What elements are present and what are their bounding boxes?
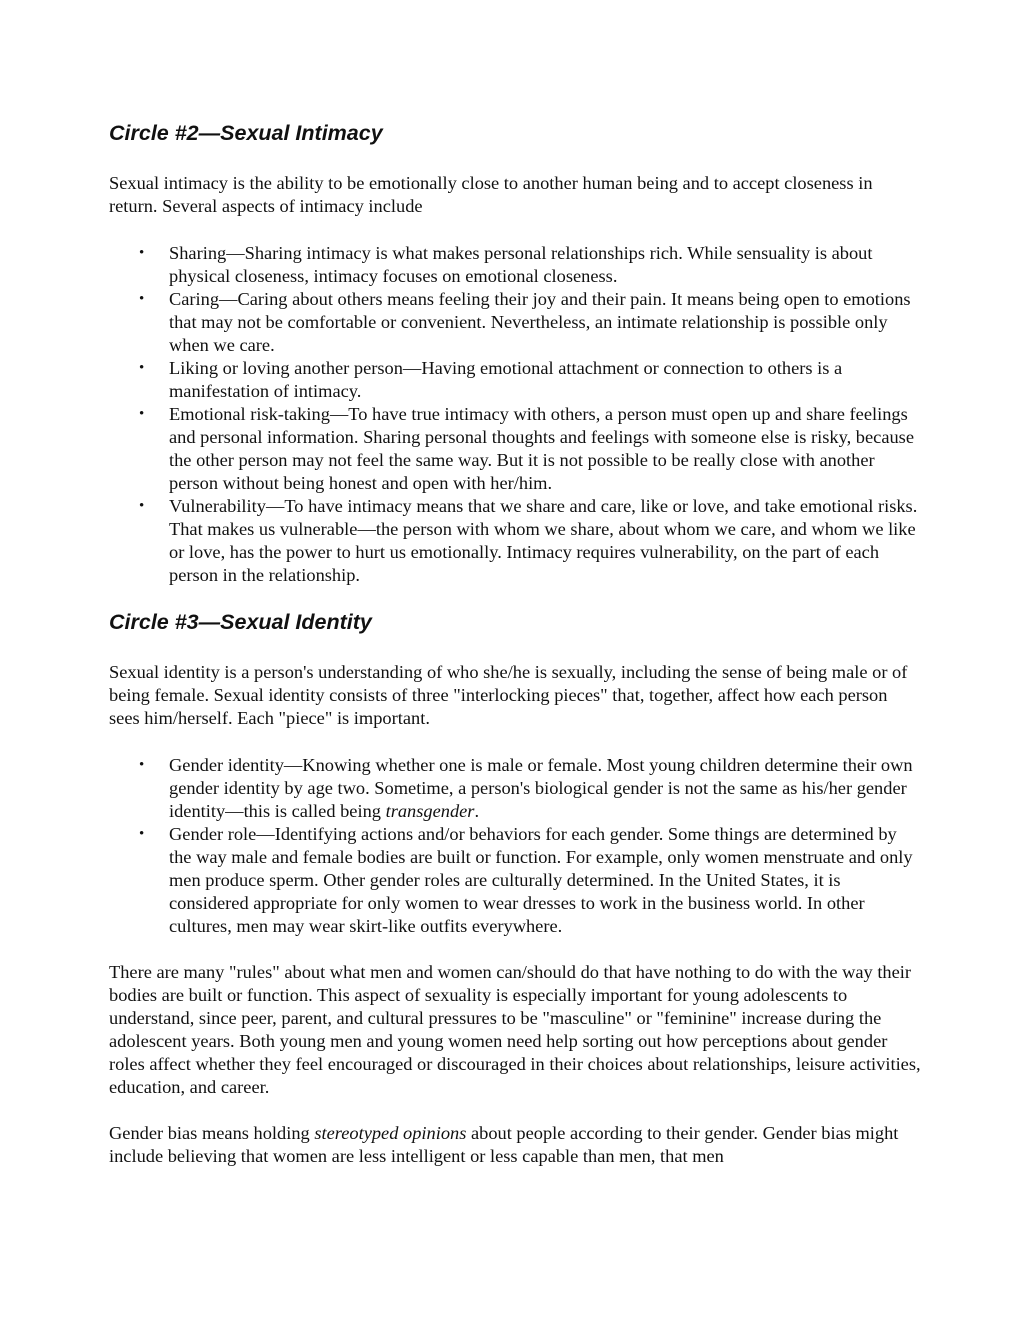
list-item-text: Caring—Caring about others means feeling their joy and their pain. It means being open to emotions that may not be comfortable or convenient. Nevertheless, an intimate relationship is possible only when we care.	[169, 289, 911, 355]
emphasis-transgender: transgender	[385, 801, 475, 821]
intimacy-aspects-list	[109, 242, 921, 587]
list-item-liking-or-loving	[109, 357, 921, 403]
list-item-gender-role	[109, 823, 921, 938]
intimacy-intro-paragraph: Sexual intimacy is the ability to be emotionally close to another human being and to accept closeness in return. Several aspects of intimacy include	[109, 173, 873, 216]
section-heading-sexual-identity: Circle #3—Sexual Identity	[109, 610, 372, 634]
list-item-text: Vulnerability—To have intimacy means that we share and care, like or love, and take emotional risks. That makes us vulnerable—the person with whom we share, about whom we care, and whom we like or love, has the power to hurt us emotionally. Intimacy requires vulnerability, on the part of each person in the relationship.	[169, 496, 918, 585]
identity-pieces-list	[109, 754, 921, 938]
bullet-icon: •	[139, 826, 145, 842]
list-item-emotional-risk-taking	[109, 403, 921, 495]
document-page	[109, 118, 921, 1168]
bullet-icon: •	[139, 406, 145, 422]
list-item-text: Emotional risk-taking—To have true intimacy with others, a person must open up and share feelings and personal information. Sharing personal thoughts and feelings with someone else is risky, because the other person may not feel the same way. But it is not possible to be really close with another person without being honest and open with her/him.	[169, 404, 914, 493]
list-item-text: Gender role—Identifying actions and/or behaviors for each gender. Some things are determined by the way male and female bodies are built or function. For example, only women menstruate and only men produce sperm. Other gender roles are culturally determined. In the United States, it is considered appropriate for only women to wear dresses to work in the business world. In other cultures, men may wear skirt-like outfits everywhere.	[169, 824, 913, 936]
bullet-icon: •	[139, 291, 145, 307]
bullet-icon: •	[139, 360, 145, 376]
bullet-icon: •	[139, 245, 145, 261]
text-run: about people according to their gender. Gender bias might include believing that women are less intelligent or less capable than men, that men	[109, 1123, 899, 1166]
gender-rules-paragraph: There are many "rules" about what men and women can/should do that have nothing to do with the way their bodies are built or function. This aspect of sexuality is especially important for young adolescents to understand, since peer, parent, and cultural pressures to be "masculine" or "feminine" increase during the adolescent years. Both young men and young women need help sorting out how perceptions about gender roles affect whether they feel encouraged or discouraged in their choices about relationships, leisure activities, education, and career.	[109, 962, 921, 1097]
list-item-text	[169, 755, 913, 821]
bullet-icon: •	[139, 498, 145, 514]
list-item-text: Liking or loving another person—Having emotional attachment or connection to others is a manifestation of intimacy.	[169, 358, 843, 401]
text-run: Gender identity—Knowing whether one is male or female. Most young children determine their own gender identity by age two. Sometime, a person's biological gender is not the same as his/her gender identity—this is called being	[169, 755, 913, 821]
text-run: .	[474, 801, 480, 821]
list-item-vulnerability	[109, 495, 921, 587]
bullet-icon: •	[139, 757, 145, 773]
list-item-gender-identity	[109, 754, 921, 823]
emphasis-stereotyped-opinions: stereotyped opinions	[314, 1123, 467, 1143]
list-item-sharing	[109, 242, 921, 288]
identity-intro-paragraph: Sexual identity is a person's understanding of who she/he is sexually, including the sense of being male or of being female. Sexual identity consists of three "interlocking pieces" that, together, affect how each person sees him/herself. Each "piece" is important.	[109, 662, 908, 728]
text-run: Gender bias means holding	[109, 1123, 315, 1143]
list-item-caring	[109, 288, 921, 357]
gender-bias-paragraph	[109, 1122, 921, 1168]
section-heading-sexual-intimacy: Circle #2—Sexual Intimacy	[109, 121, 383, 145]
list-item-text: Sharing—Sharing intimacy is what makes personal relationships rich. While sensuality is about physical closeness, intimacy focuses on emotional closeness.	[169, 243, 873, 286]
